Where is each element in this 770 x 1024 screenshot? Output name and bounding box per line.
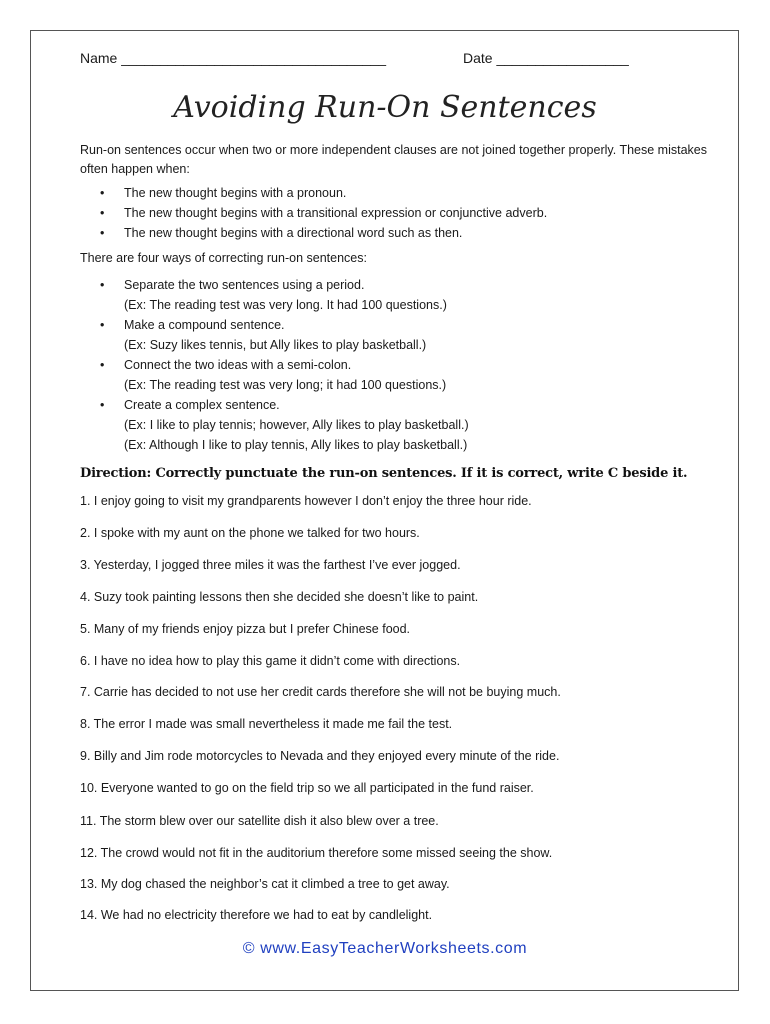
list-item: • Separate the two sentences using a period. — [100, 275, 469, 295]
list-item: • The new thought begins with a pronoun. — [100, 183, 547, 203]
question-item: 7. Carrie has decided to not use her credit cards therefore she will not be buying much. — [80, 685, 561, 699]
bullet-icon: • — [100, 226, 105, 240]
question-item: 8. The error I made was small nevertheless it made me fail the test. — [80, 717, 453, 731]
bullet-icon: • — [100, 398, 105, 412]
example-line: (Ex: Although I like to play tennis, Ally likes to play basketball.) — [124, 438, 468, 452]
name-line: __________________________________ — [121, 50, 386, 66]
list-item: • Connect the two ideas with a semi-colon. — [100, 355, 469, 375]
question-item: 11. The storm blew over our satellite dish it also blew over a tree. — [80, 814, 439, 828]
example-line: (Ex: I like to play tennis; however, Ally likes to play basketball.) — [124, 418, 469, 432]
question-item: 3. Yesterday, I jogged three miles it was the farthest I’ve ever jogged. — [80, 558, 461, 572]
name-field[interactable] — [80, 50, 386, 66]
date-line: _________________ — [496, 50, 629, 66]
bullet-icon: • — [100, 358, 105, 372]
question-item: 13. My dog chased the neighbor’s cat it climbed a tree to get away. — [80, 877, 450, 891]
question-item: 14. We had no electricity therefore we had to eat by candlelight. — [80, 908, 433, 922]
worksheet-title: Avoiding Run-On Sentences — [173, 90, 597, 125]
causes-list — [100, 183, 547, 243]
ways-intro: There are four ways of correcting run-on sentences: — [80, 251, 367, 265]
example-line: (Ex: Suzy likes tennis, but Ally likes to play basketball.) — [124, 338, 427, 352]
name-label: Name — [80, 50, 118, 66]
question-item: 10. Everyone wanted to go on the field trip so we all participated in the fund raiser. — [80, 781, 534, 795]
date-field[interactable] — [463, 50, 629, 66]
direction-heading: Direction: Correctly punctuate the run-on sentences. If it is correct, write C beside it. — [80, 466, 688, 481]
date-label: Date — [463, 50, 493, 66]
list-item: • The new thought begins with a directional word such as then. — [100, 223, 547, 243]
ways-list — [100, 275, 469, 455]
question-item: 1. I enjoy going to visit my grandparents however I don’t enjoy the three hour ride. — [80, 494, 532, 508]
example-line: (Ex: The reading test was very long; it had 100 questions.) — [124, 378, 447, 392]
question-item: 9. Billy and Jim rode motorcycles to Nevada and they enjoyed every minute of the ride. — [80, 749, 560, 763]
example-line: (Ex: The reading test was very long. It had 100 questions.) — [124, 298, 447, 312]
question-item: 4. Suzy took painting lessons then she decided she doesn’t like to paint. — [80, 590, 479, 604]
question-item: 2. I spoke with my aunt on the phone we talked for two hours. — [80, 526, 420, 540]
bullet-icon: • — [100, 278, 105, 292]
footer-website-link[interactable]: © www.EasyTeacherWorksheets.com — [242, 940, 528, 957]
question-item: 6. I have no idea how to play this game it didn’t come with directions. — [80, 654, 461, 668]
list-item: • Make a compound sentence. — [100, 315, 469, 335]
question-item: 5. Many of my friends enjoy pizza but I prefer Chinese food. — [80, 622, 411, 636]
intro-paragraph: Run-on sentences occur when two or more independent clauses are not joined together properly. These mistakes often happen when: — [80, 143, 707, 176]
bullet-icon: • — [100, 318, 105, 332]
list-item: • The new thought begins with a transitional expression or conjunctive adverb. — [100, 203, 547, 223]
bullet-icon: • — [100, 186, 105, 200]
bullet-icon: • — [100, 206, 105, 220]
list-item: • Create a complex sentence. — [100, 395, 469, 415]
question-item: 12. The crowd would not fit in the auditorium therefore some missed seeing the show. — [80, 846, 553, 860]
